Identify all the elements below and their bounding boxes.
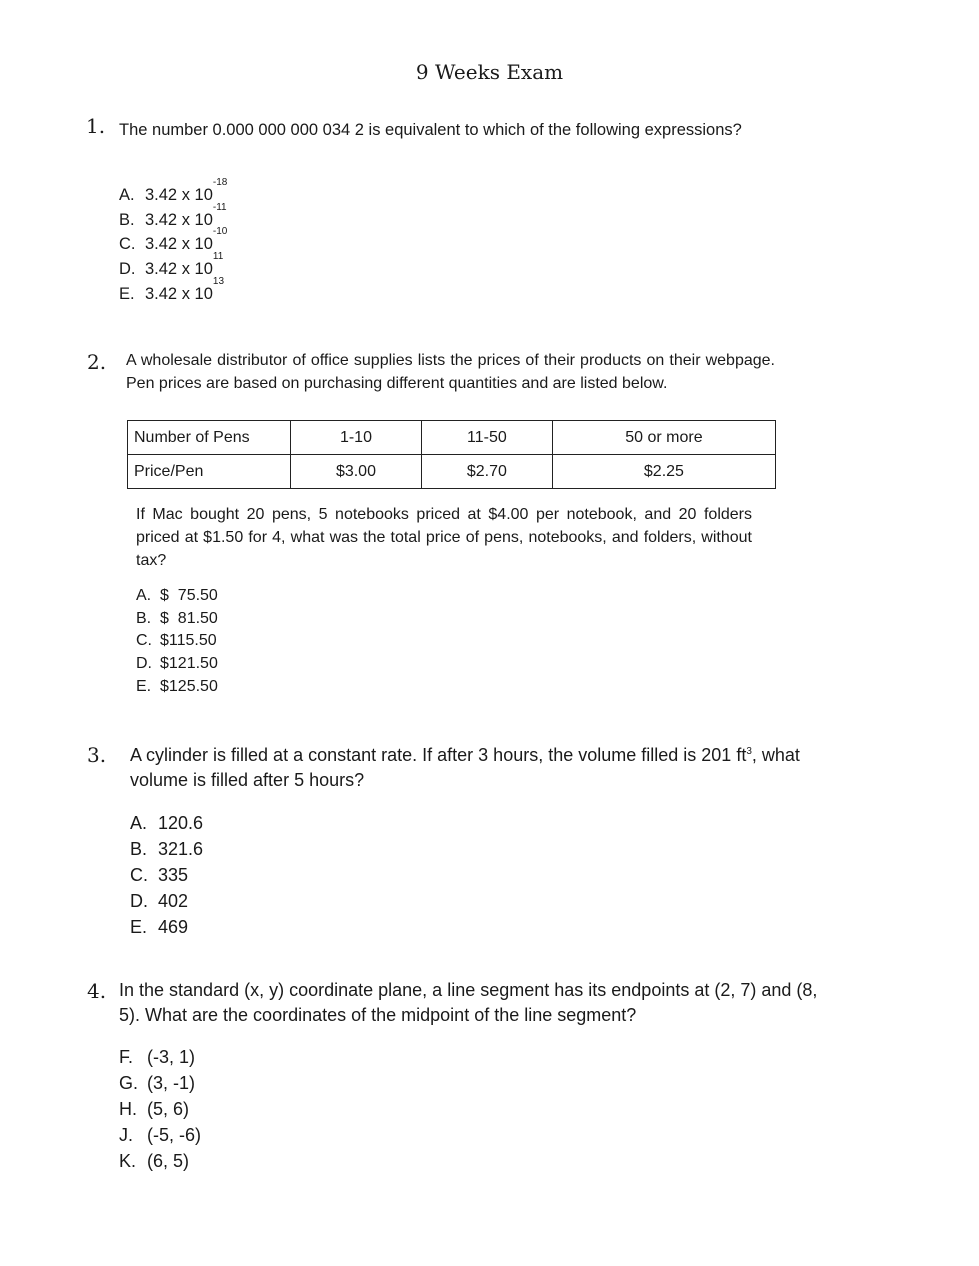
pen-price-table (127, 420, 776, 489)
choice-1a[interactable]: A. 3.42 x 10 -18 (119, 177, 228, 204)
choice-4j[interactable]: J. (-5, -6) (119, 1125, 201, 1145)
table-cell: $3.00 (291, 455, 422, 489)
choice-3d[interactable]: D. 402 (130, 891, 189, 911)
choice-1d[interactable]: D. 3.42 x 10 11 (119, 251, 224, 279)
table-cell: 11-50 (421, 421, 552, 455)
question-4-number: 4. (87, 979, 107, 1003)
table-cell: 1-10 (291, 421, 422, 455)
choice-3a[interactable]: A. 120.6 (130, 813, 204, 833)
table-cell: Price/Pen (128, 455, 291, 489)
choice-2a[interactable]: A. $ 75.50 (136, 587, 218, 604)
choice-4h[interactable]: H. (5, 6) (119, 1099, 190, 1119)
table-row (128, 421, 776, 455)
question-3-text: A cylinder is filled at a constant rate. If after 3 hours, the volume filled is 201 $ft^3$, what volume is filled after 5 hours? (130, 745, 800, 790)
table-row (128, 455, 776, 489)
choice-1e[interactable]: E. 3.42 x 10 13 (119, 275, 225, 303)
choice-4k[interactable]: K. (6, 5) (119, 1151, 190, 1171)
choice-1b[interactable]: B. 3.42 x 10 -11 (119, 201, 227, 229)
exam-title: 9 Weeks Exam (415, 60, 564, 84)
choice-2b[interactable]: B. $ 81.50 (136, 609, 218, 627)
choice-3b[interactable]: B. 321.6 (130, 839, 204, 859)
choice-2c[interactable]: C. $115.50 (136, 632, 217, 650)
question-3-choices (130, 810, 203, 940)
question-1-choices (119, 177, 228, 307)
table-cell: $2.70 (421, 455, 552, 489)
choice-4f[interactable]: F. (-3, 1) (119, 1047, 196, 1067)
question-2-text: A wholesale distributor of office supplies lists the prices of their products on their webpage. Pen prices are based on purchasing different quantities and are listed below. (126, 352, 775, 392)
question-4-choices (119, 1044, 201, 1174)
question-1-text: The number 0.000 000 000 034 2 is equivalent to which of the following expressions? (119, 121, 742, 139)
question-3-number: 3. (87, 743, 107, 767)
question-2-number: 2. (87, 350, 107, 374)
choice-3c[interactable]: C. 335 (130, 865, 189, 885)
question-2-followup: If Mac bought 20 pens, 5 notebooks priced at $4.00 per notebook, and 20 folders priced at $1.50 for 4, what was the total price of pens, notebooks, and folders, without tax? (136, 506, 752, 569)
question-2-choices (136, 585, 218, 699)
question-4-text: In the standard (x, y) coordinate plane, a line segment has its endpoints at (2, 7) and (8, 5). What are the coordinates of the midpoint of the line segment? (119, 980, 818, 1025)
table-cell: 50 or more (552, 421, 775, 455)
table-cell: Number of Pens (128, 421, 291, 455)
choice-2d[interactable]: D. $121.50 (136, 655, 218, 673)
question-1-number: 1. (86, 114, 106, 138)
choice-4g[interactable]: G. (3, -1) (119, 1073, 196, 1093)
choice-3e[interactable]: E. 469 (130, 917, 189, 937)
choice-1c[interactable]: C. 3.42 x 10 -10 (119, 226, 228, 254)
table-cell: $2.25 (552, 455, 775, 489)
choice-2e[interactable]: E. $125.50 (136, 677, 218, 695)
